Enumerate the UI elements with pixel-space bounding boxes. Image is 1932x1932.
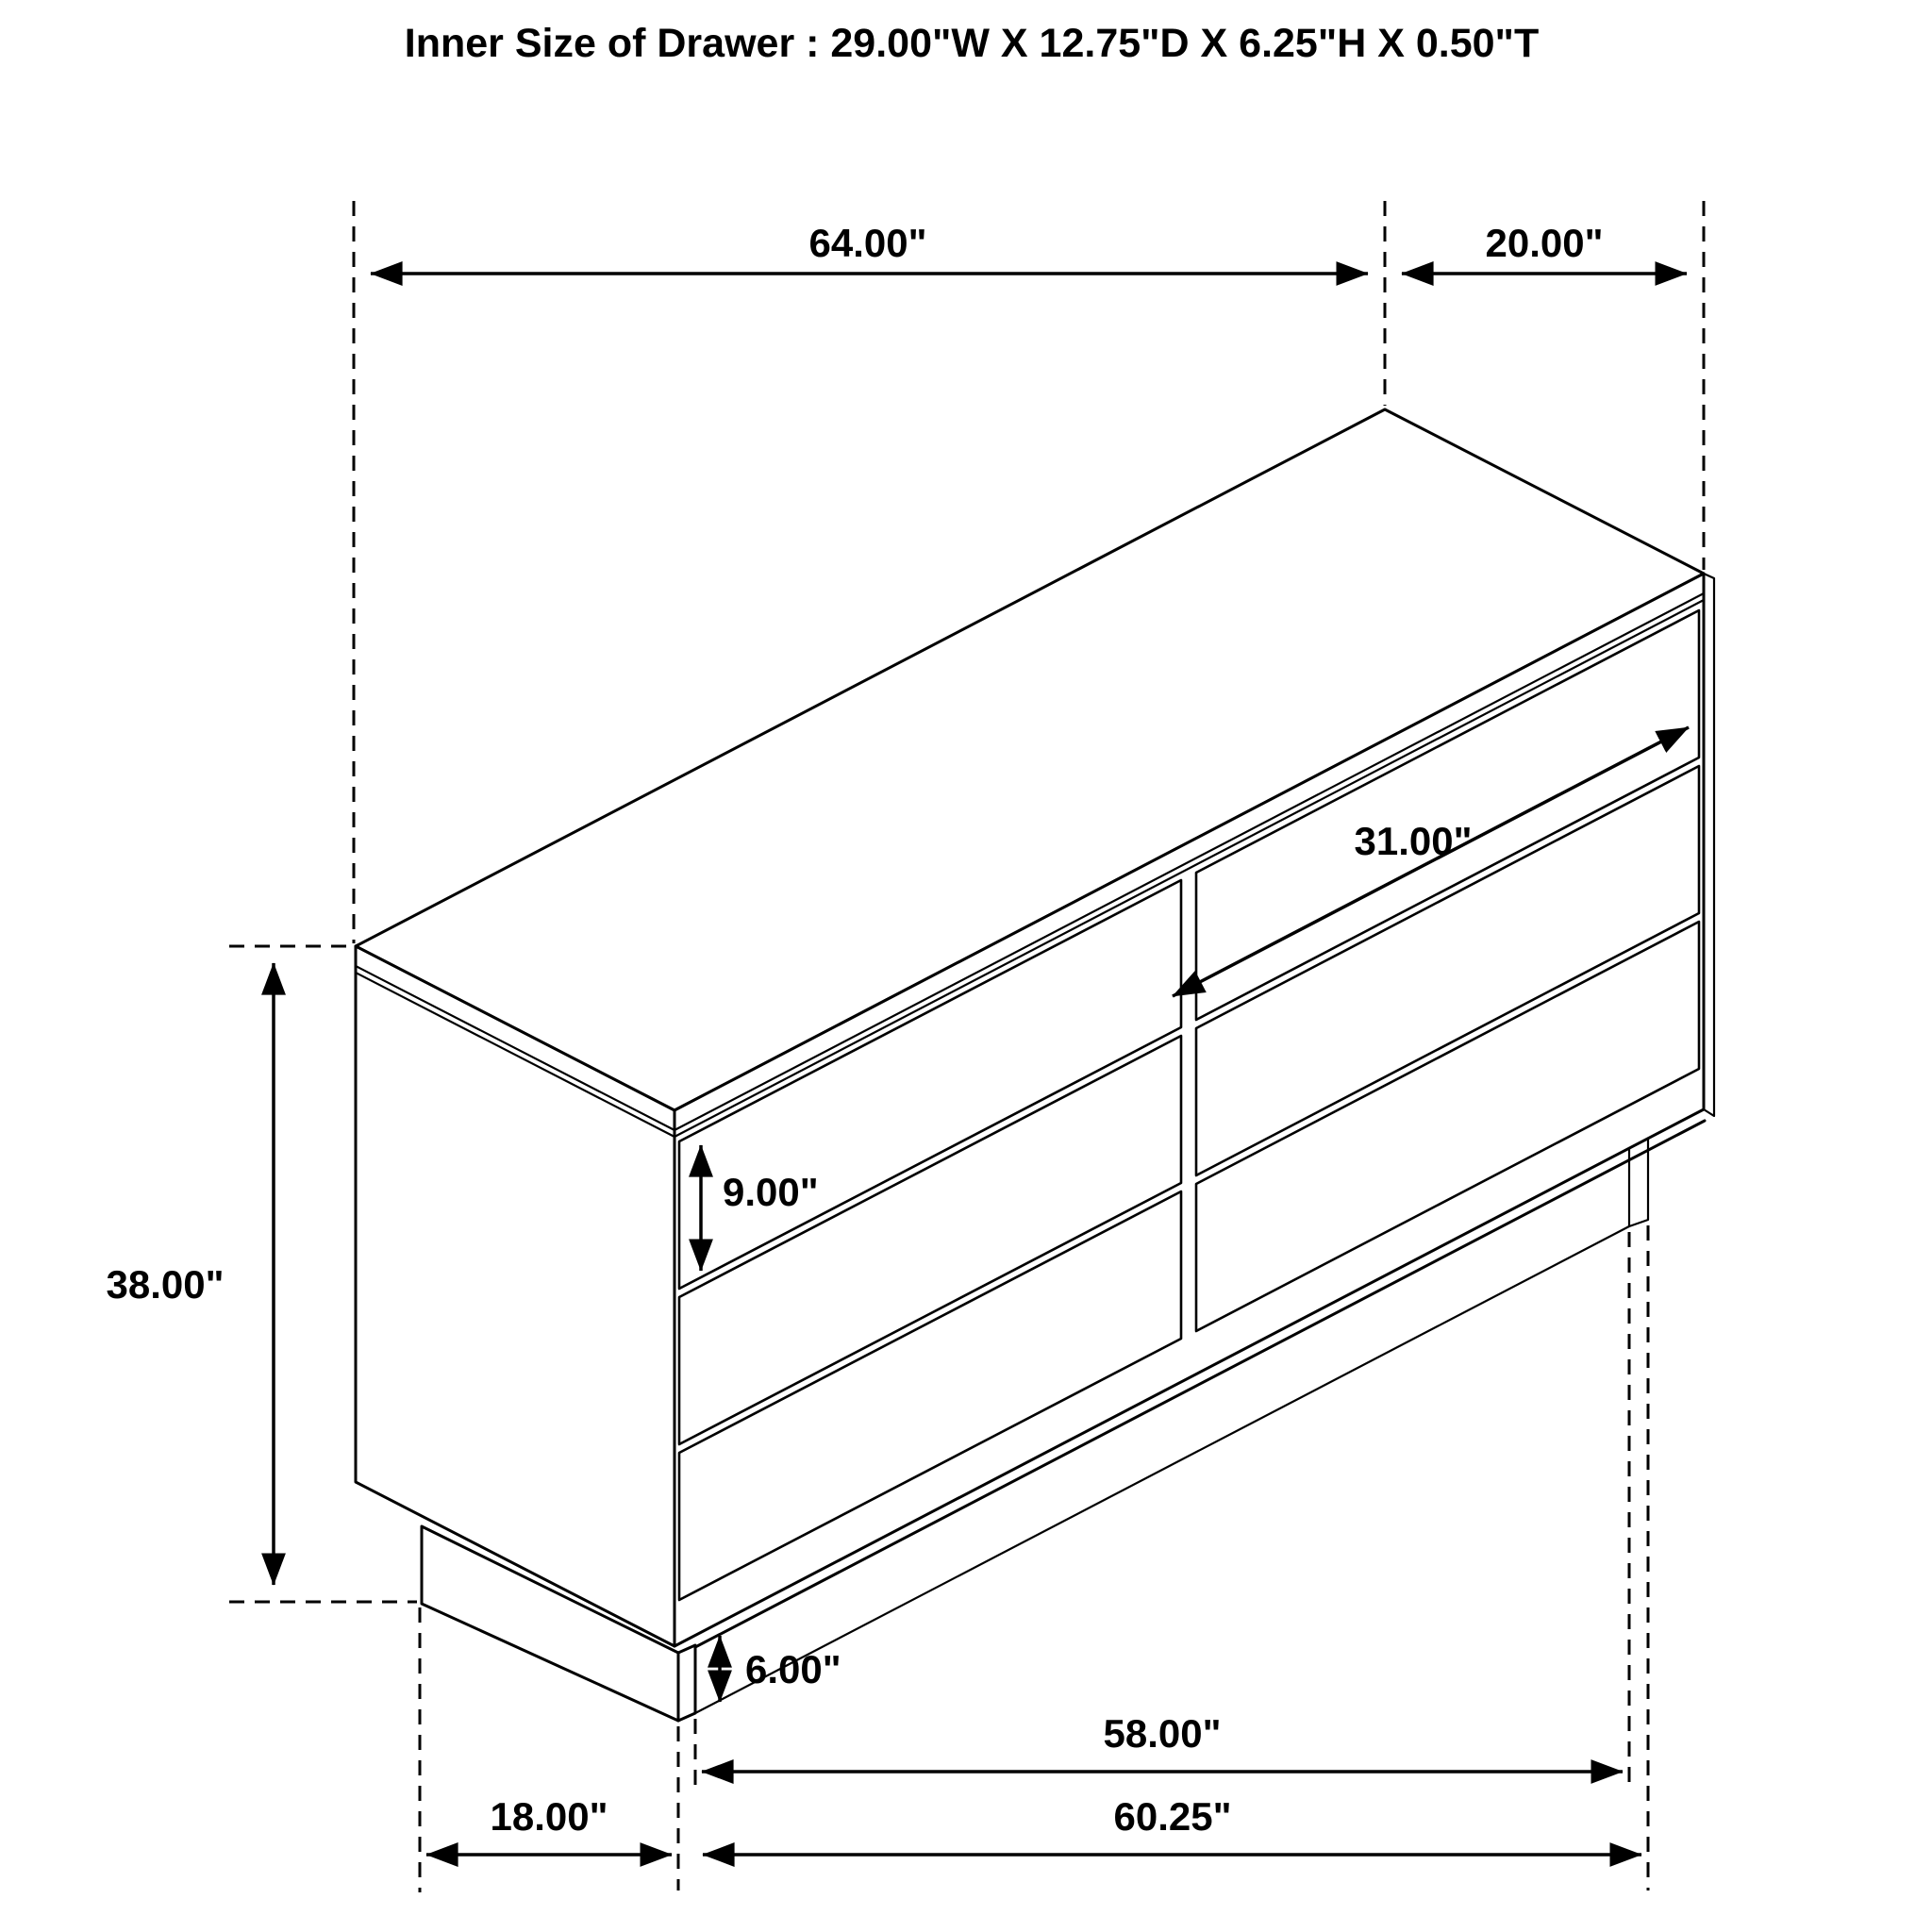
diagram-title: Inner Size of Drawer : 29.00"W X 12.75"D X 6.25"H X 0.50"T — [404, 21, 1540, 66]
dim-label-top-width: 64.00" — [808, 221, 927, 265]
right-edge-thickness — [1704, 574, 1714, 1116]
dim-label-base-front-width: 58.00" — [1103, 1711, 1222, 1756]
plinth-front-left-post — [678, 1645, 695, 1721]
dim-label-base-height: 6.00" — [745, 1647, 841, 1691]
dim-label-base-depth: 18.00" — [490, 1794, 608, 1839]
dim-label-drawer-width: 31.00" — [1354, 819, 1473, 863]
dim-label-base-overall-width: 60.25" — [1113, 1794, 1232, 1839]
dim-label-drawer-height: 9.00" — [723, 1170, 819, 1214]
dim-label-top-depth: 20.00" — [1485, 221, 1604, 265]
dim-label-overall-height: 38.00" — [106, 1262, 225, 1307]
